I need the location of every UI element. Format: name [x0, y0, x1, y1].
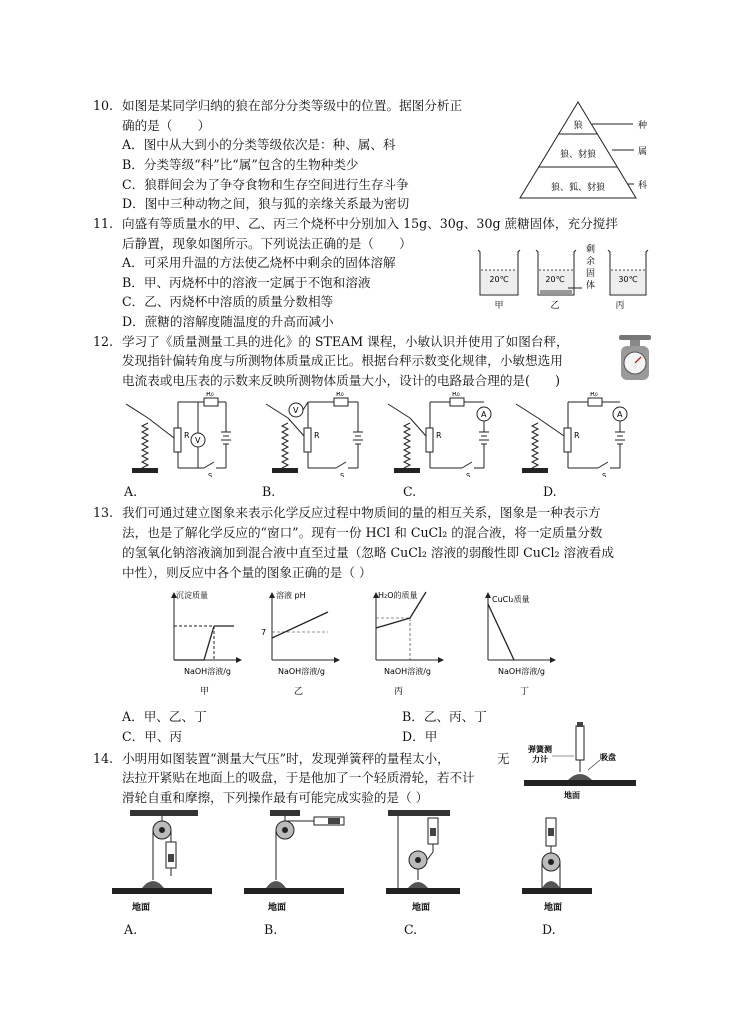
option-b: B．乙、丙、丁 [402, 709, 487, 724]
svg-text:甲: 甲 [200, 687, 210, 697]
classification-pyramid-figure [512, 98, 652, 204]
setup-c [386, 810, 460, 913]
svg-text:R: R [184, 431, 190, 440]
svg-text:地面: 地面 [268, 903, 287, 913]
option-c: C．狼群间会为了争夺食物和生存空间进行生存斗争 [122, 177, 409, 192]
beaker-label: 甲 [494, 301, 504, 311]
svg-text:V: V [195, 436, 201, 445]
svg-text:地面: 地面 [412, 903, 431, 913]
option-c: C．乙、丙烧杯中溶质的质量分数相等 [122, 294, 334, 309]
question-stem: 发现指针偏转角度与所测物体质量成正比。根据台秤示数变化规律，小敏想选用 [122, 353, 563, 368]
svg-text:吸盘: 吸盘 [600, 753, 616, 762]
question-stem: 法，也是了解化学反应的“窗口”。现有一份 HCl 和 CuCl₂ 的混合液，将一定质量分数 [122, 525, 603, 540]
svg-text:H₂O的质量: H₂O的质量 [378, 591, 418, 600]
beaker-temp: 30℃ [618, 275, 638, 284]
svg-text:乙: 乙 [294, 687, 304, 697]
rank-family: 科 [638, 181, 648, 191]
question-number: 10. [93, 98, 114, 113]
graph-jia [171, 590, 242, 697]
svg-text:弹簧测: 弹簧测 [528, 745, 552, 754]
beaker-label: 丙 [615, 301, 625, 311]
question-stem: 后静置，现象如图所示。下列说法正确的是（ ） [122, 236, 412, 251]
graph-yi [261, 590, 340, 697]
svg-text:NaOH溶液/g: NaOH溶液/g [498, 667, 545, 676]
question-stem: 的氢氧化钠溶液滴加到混合液中直至过量（忽略 CuCl₂ 溶液的弱酸性即 CuCl₂ 溶液看成 [122, 545, 614, 560]
question-number: 11. [93, 216, 114, 231]
svg-text:R₀: R₀ [452, 392, 460, 398]
svg-text:NaOH溶液/g: NaOH溶液/g [184, 667, 231, 676]
platform-scale-image [615, 333, 655, 383]
svg-text:地面: 地面 [132, 903, 151, 913]
svg-text:地面: 地面 [544, 903, 563, 913]
choice-c-label: C. [403, 484, 417, 499]
option-b: B．分类等级“科”比“属”包含的生物种类少 [122, 157, 359, 172]
svg-text:NaOH溶液/g: NaOH溶液/g [384, 667, 431, 676]
svg-text:地面: 地面 [564, 791, 580, 800]
graph-bing [373, 590, 444, 697]
svg-text:S: S [340, 472, 345, 477]
suction-cup-reference-figure [520, 720, 640, 802]
question-stem: 电流表或电压表的示数来反映所测物体质量大小，设计的电路最合理的是( ) [122, 373, 561, 388]
question-stem: 向盛有等质量水的甲、乙、丙三个烧杯中分别加入 15g、30g、30g 蔗糖固体，充分搅拌 [122, 216, 618, 231]
svg-text:S: S [602, 472, 607, 477]
svg-text:沉淀质量: 沉淀质量 [176, 591, 208, 600]
circuit-d [516, 392, 627, 477]
svg-text:R: R [314, 431, 320, 440]
choice-b-label: B. [262, 484, 276, 499]
svg-text:丁: 丁 [520, 687, 530, 697]
choice-a-label: A. [124, 484, 138, 499]
svg-text:R: R [574, 431, 580, 440]
svg-text:A: A [617, 410, 623, 419]
level-family: 狼、狐、豺狼 [550, 183, 606, 193]
svg-text:R₀: R₀ [590, 392, 598, 398]
choice-d-label: D. [543, 484, 557, 499]
choice-b-label: B. [264, 922, 278, 937]
svg-text:剩: 剩 [586, 245, 596, 255]
rank-species: 种 [638, 121, 648, 131]
circuit-a [126, 392, 231, 477]
option-a: A．可采用升温的方法使乙烧杯中剩余的固体溶解 [122, 255, 396, 270]
choice-c-label: C. [404, 922, 418, 937]
question-number: 13. [93, 505, 114, 520]
question-stem: 滑轮自重和摩擦，下列操作最有可能完成实验的是（ ） [122, 790, 429, 805]
beaker-temp: 20℃ [489, 275, 509, 284]
option-b: B．甲、丙烧杯中的溶液一定属于不饱和溶液 [122, 275, 371, 290]
question-stem: 我们可通过建立图象来表示化学反应过程中物质间的量的相互关系，图象是一种表示方 [122, 505, 601, 520]
svg-text:A: A [481, 410, 487, 419]
choice-a-label: A. [124, 922, 138, 937]
option-d: D．甲 [402, 729, 438, 744]
svg-text:余: 余 [586, 257, 596, 267]
beakers-figure [470, 240, 650, 312]
svg-text:体: 体 [586, 281, 596, 291]
question-stem: 如图是某同学归纳的狼在部分分类等级中的位置。据图分析正 [122, 98, 463, 113]
svg-text:S: S [208, 472, 213, 477]
question-stem: 无 [497, 751, 510, 766]
question-number: 12. [93, 334, 114, 349]
question-stem: 确的是（ ） [122, 118, 211, 133]
svg-text:V: V [293, 406, 299, 415]
svg-text:S: S [466, 472, 471, 477]
circuit-b [266, 392, 363, 477]
option-d: D．图中三种动物之间，狼与狐的亲缘关系最为密切 [122, 196, 410, 211]
circuits-figure [118, 392, 658, 477]
choice-d-label: D. [542, 922, 556, 937]
setup-d [522, 818, 592, 913]
svg-text:NaOH溶液/g: NaOH溶液/g [278, 667, 325, 676]
pulley-setups-figure [108, 808, 638, 916]
svg-text:力计: 力计 [532, 755, 548, 764]
svg-text:7: 7 [261, 628, 267, 637]
circuit-c [388, 392, 491, 477]
option-a: A．图中从大到小的分类等级依次是：种、属、科 [122, 137, 396, 152]
question-stem: 中性），则反应中各个量的图象正确的是（ ） [122, 565, 372, 580]
question-stem: 小明用如图装置“测量大气压”时，发现弹簧秤的量程太小， [122, 751, 450, 766]
rank-genus: 属 [638, 147, 648, 157]
question-stem: 法拉开紧贴在地面上的吸盘，于是他加了一个轻质滑轮，若不计 [122, 770, 475, 785]
svg-text:丙: 丙 [394, 687, 404, 697]
level-genus: 狼、豺狼 [559, 150, 597, 160]
svg-text:R₀: R₀ [206, 392, 214, 398]
question-stem: 学习了《质量测量工具的进化》的 STEAM 课程，小敏认识并使用了如图台秤， [122, 334, 569, 349]
setup-a [112, 810, 212, 913]
svg-text:溶液 pH: 溶液 pH [276, 591, 306, 600]
option-c: C．甲、丙 [122, 729, 183, 744]
svg-text:R₀: R₀ [336, 392, 344, 398]
graph-ding [485, 592, 556, 697]
setup-b [244, 810, 344, 913]
question-number: 14. [93, 751, 114, 766]
beaker-label: 乙 [550, 301, 560, 311]
reaction-graphs-figure [160, 588, 570, 700]
beaker-temp: 20℃ [545, 275, 565, 284]
svg-text:固: 固 [586, 269, 596, 279]
svg-text:R: R [436, 431, 442, 440]
option-a: A．甲、乙、丁 [122, 709, 207, 724]
level-species: 狼 [573, 121, 583, 131]
option-d: D．蔗糖的溶解度随温度的升高而减小 [122, 314, 334, 329]
svg-text:CuCl₂质量: CuCl₂质量 [492, 595, 530, 604]
